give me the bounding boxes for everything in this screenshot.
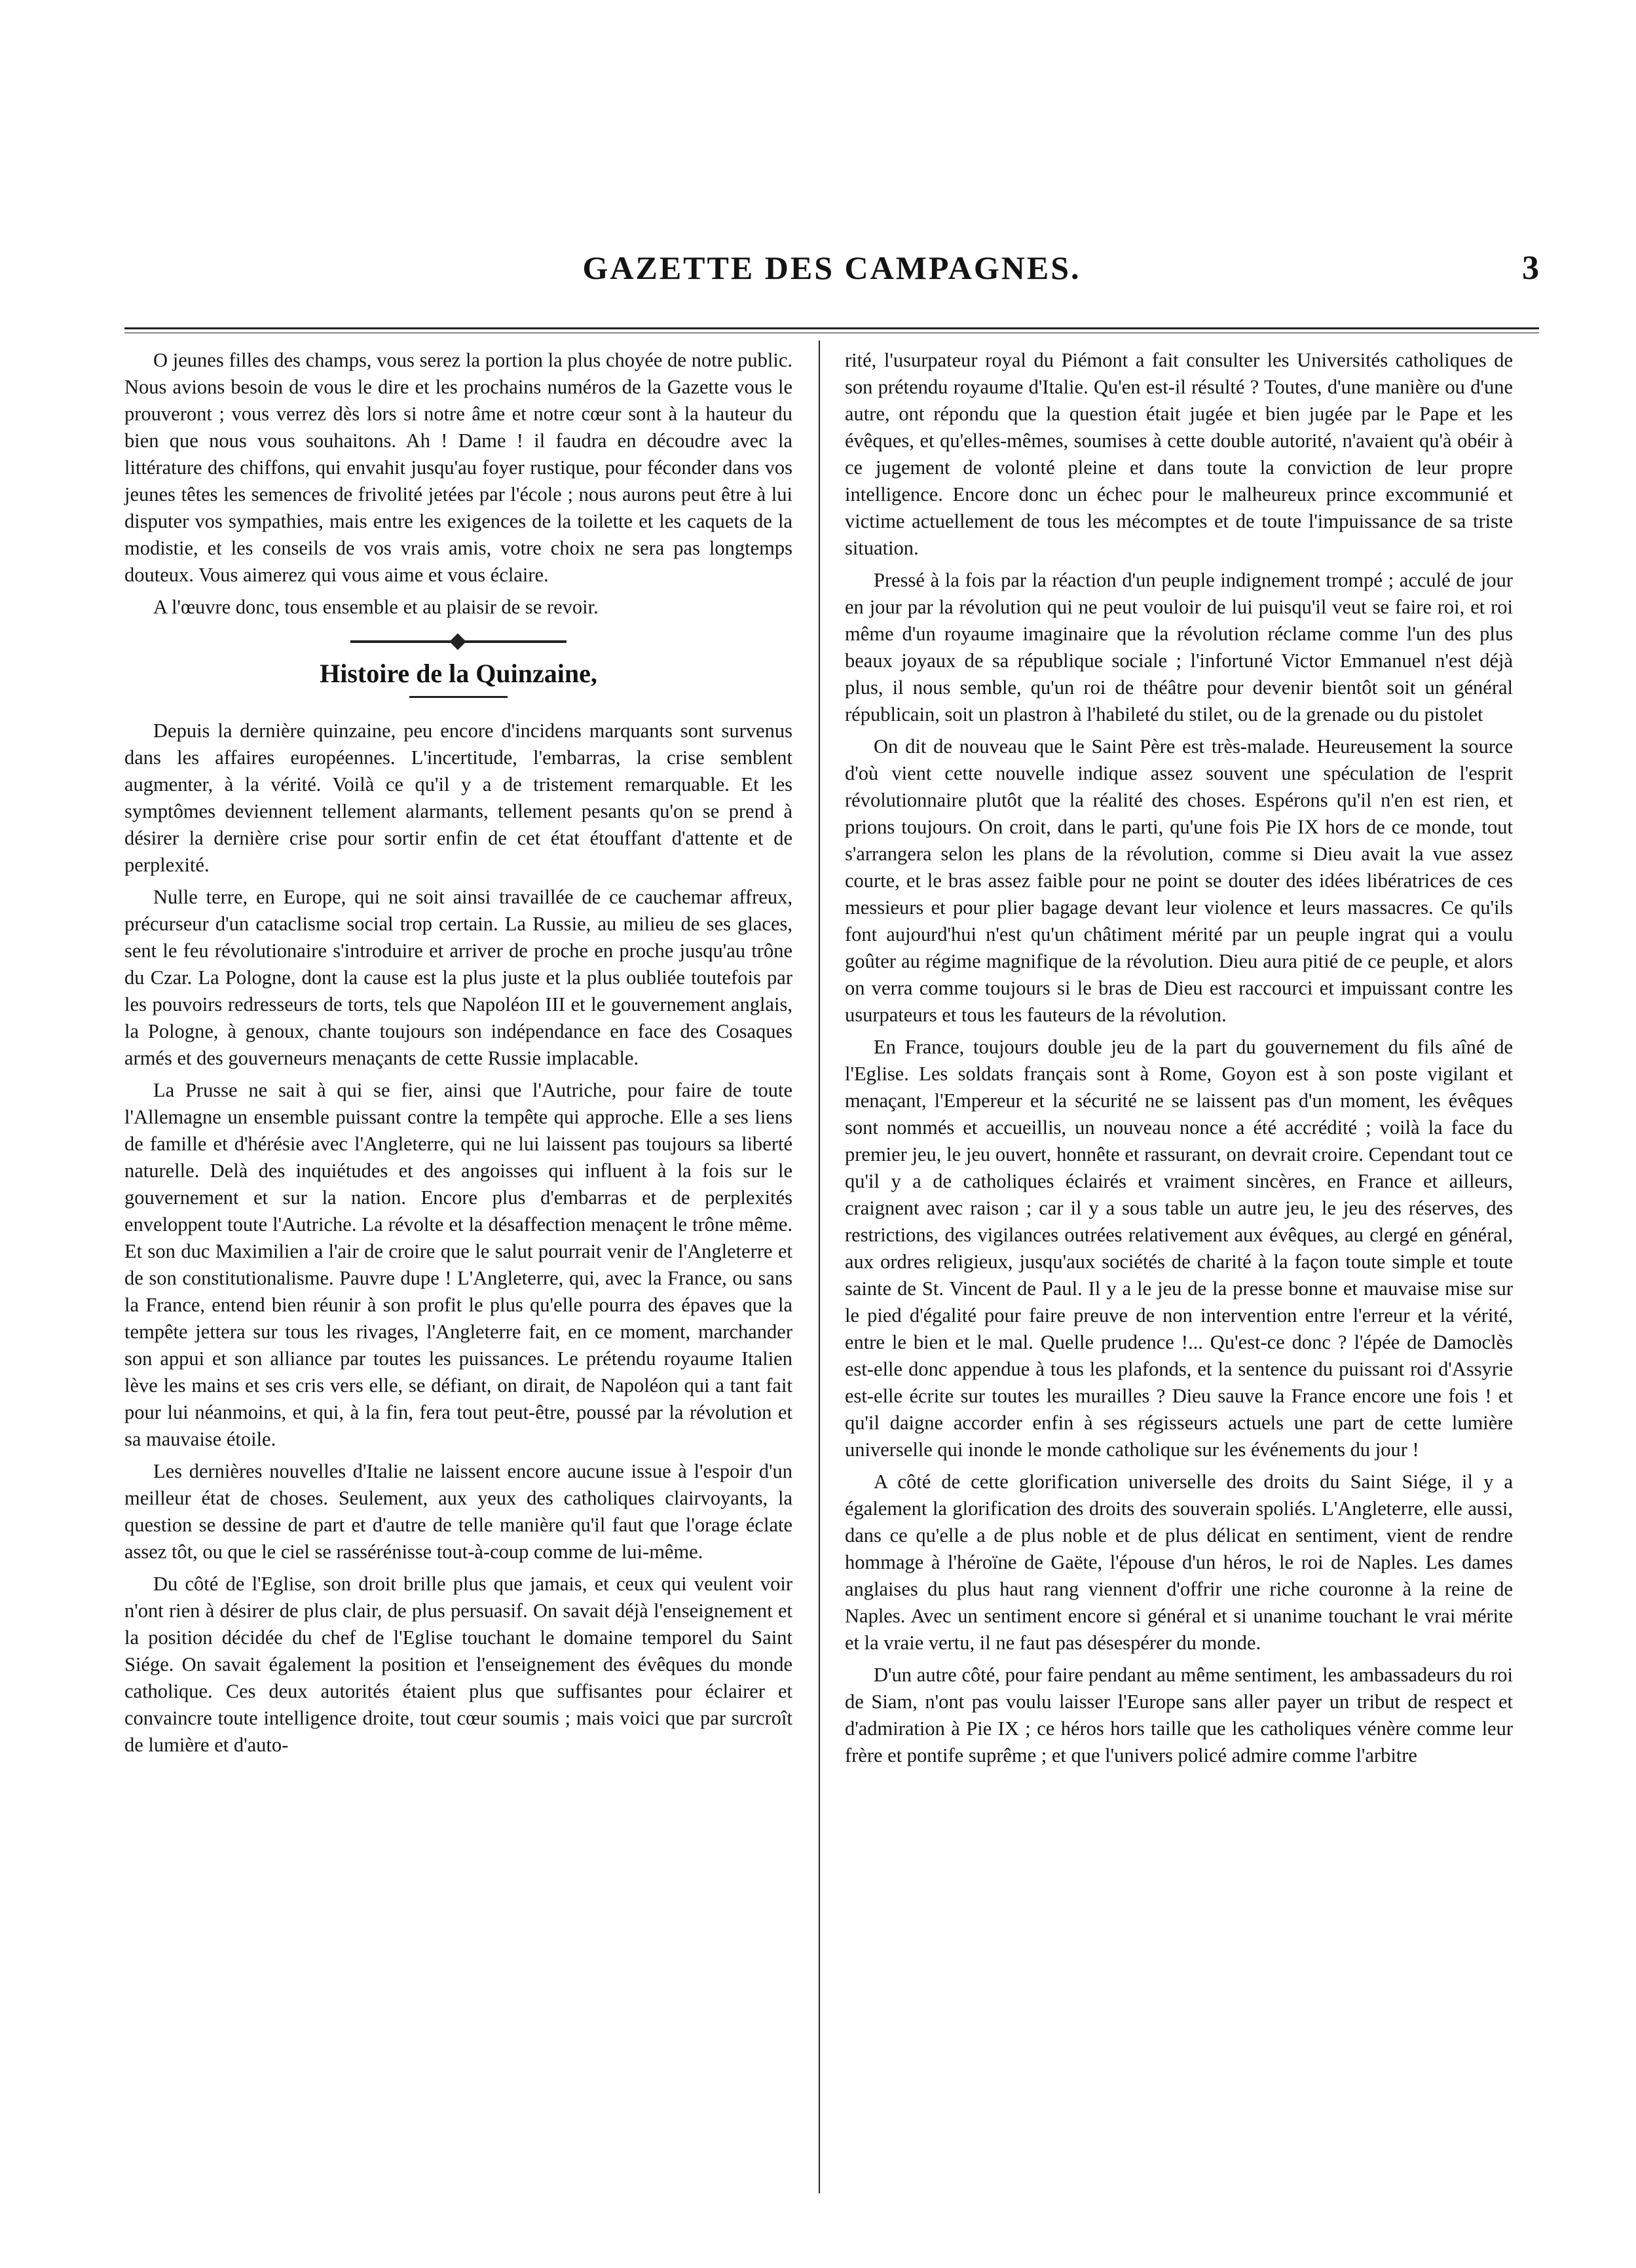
left-column — [124, 347, 792, 1764]
article-paragraph: Pressé à la fois par la réaction d'un peuple indignement trompé ; acculé de jour en jour par la révolution qui ne peut vouloir de lui puisqu'il veut se faire roi, et roi même d'un royaume imaginaire que la révolution réclame comme l'un des plus beaux joyaux de sa république sociale ; l'infortuné Victor Emmanuel n'est déjà plus, il nous semble, qu'un roi de théâtre pour devenir bientôt soit un général républicain, soit un plastron à l'habileté du stilet, ou de la grenade ou du pistolet — [845, 569, 1513, 725]
section-ornament — [350, 640, 567, 643]
article-paragraph: On dit de nouveau que le Saint Père est très-malade. Heureusement la source d'où vient cette nouvelle indique assez souvent une spéculation de l'esprit révolutionnaire plutôt que la réalité des choses. Espérons qu'il n'en est rien, et prions toujours. On croit, dans le parti, qu'une fois Pie IX hors de ce monde, tout s'arrangera selon les plans de la révolution, comme si Dieu avait la vue assez courte, et le bras assez faible pour ne point se douter des idées libératrices de ces messieurs et pour plier bagage devant leur violence et leurs massacres. Ce qu'ils font aujourd'hui n'est qu'un châtiment mérité par un peuple ingrat qui a voulu goûter au régime magnifique de la révolution. Dieu aura pitié de ce peuple, et alors on verra comme toujours si le bras de Dieu est raccourci et impuissant contre les usurpateurs et tous les fauteurs de la révolution. — [845, 735, 1513, 1026]
article-paragraph: D'un autre côté, pour faire pendant au même sentiment, les ambassadeurs du roi de Siam, n'ont pas voulu laisser l'Europe sans aller payer un tribut de respect et d'admiration à Pie IX ; ce héros hors taille que les catholiques vénère comme leur frère et pontife suprême ; et que l'univers policé admire comme l'arbitre — [845, 1664, 1513, 1766]
article-paragraph: Depuis la dernière quinzaine, peu encore d'incidens marquants sont survenus dans les affaires européennes. L'incertitude, l'embarras, la crise semblent augmenter, à la vérité. Voilà ce qu'il y a de tristement remarquable. Et les symptômes deviennent tellement alarmants, tellement pesants qu'on se prend à désirer la dernière crise pour sortir enfin de cet état étouffant d'attente et de perplexité. — [124, 720, 792, 876]
masthead-title: GAZETTE DES CAMPAGNES. — [582, 249, 1081, 286]
column-divider — [819, 340, 820, 2193]
article-paragraph: rité, l'usurpateur royal du Piémont a fait consulter les Universités catholiques de son prétendu royaume d'Italie. Qu'en est-il résulté ? Toutes, d'une manière ou d'une autre, ont répondu que la question était jugée et bien jugée par le Pape et les évêques, et qu'elles-mêmes, soumises à cette double autorité, n'avaient qu'à obéir à ce jugement de volonté pleine et dans toute la conviction de leur propre intelligence. Encore donc un échec pour le malheureux prince excommunié et victime actuellement de tous les mécomptes et de toute l'impuissance de sa triste situation. — [845, 349, 1513, 559]
intro-paragraph: A l'œuvre donc, tous ensemble et au plaisir de se revoir. — [153, 596, 599, 618]
page-number: 3 — [1522, 249, 1539, 287]
section-ornament-small — [409, 696, 508, 698]
article-paragraph: La Prusse ne sait à qui se fier, ainsi que l'Autriche, pour faire de toute l'Allemagne un ensemble puissant contre la tempête qui approche. Elle a ses liens de famille et d'hérésie avec l'Angleterre, qui ne lui laissent pas toujours sa liberté naturelle. Delà des inquiétudes et des angoisses qui influent à la fois sur le gouvernement et sur la nation. Encore plus d'embarras et de perplexités enveloppent toute l'Autriche. La révolte et la désaffection menaçent le trône même. Et son duc Maximilien a l'air de croire que le salut pourrait venir de l'Angleterre et de son constitutionalisme. Pauvre dupe ! L'Angleterre, qui, avec la France, ou sans la France, entend bien réunir à son profit le plus qu'elle pourra des épaves que la tempête jettera sur tous les rivages, l'Angleterre fait, en ce moment, marchander son appui et son alliance par toutes les puissances. Le prétendu royaume Italien lève les mains et ses cris vers elle, se défiant, on dirait, de Napoléon qui a tant fait pour lui néanmoins, et qui, à la fin, fera tout peut-être, poussé par la révolution et sa mauvaise étoile. — [124, 1079, 792, 1450]
article-paragraph: Du côté de l'Eglise, son droit brille plus que jamais, et ceux qui veulent voir n'ont rien à désirer de plus clair, de plus persuasif. On savait déjà l'enseignement et la position décidée du chef de l'Eglise touchant le domaine temporel du Saint Siége. On savait également la position et l'enseignement des évêques du monde catholique. Ces deux autorités étaient plus que suffisantes pour éclairer et convaincre toute intelligence droite, tout cœur soumis ; mais voici que par surcroît de lumière et d'auto- — [124, 1573, 792, 1756]
article-paragraph: Les dernières nouvelles d'Italie ne laissent encore aucune issue à l'espoir d'un meilleur état de choses. Seulement, aux yeux des catholiques clairvoyants, la question se dessine de part et d'autre de telle manière qu'il faut que l'orage éclate assez tôt, ou que le ciel se rassérénisse tout-à-coup comme de lui-même. — [124, 1460, 792, 1563]
right-column — [845, 347, 1513, 1774]
section-title: Histoire de la Quinzaine, — [320, 659, 597, 688]
header-rule — [124, 327, 1539, 329]
article-paragraph: Nulle terre, en Europe, qui ne soit ainsi travaillée de ce cauchemar affreux, précurseur d'un cataclisme social trop certain. La Russie, au milieu de ses glaces, sent le feu révolutionaire s'introduire et arriver de proche en proche jusqu'au trône du Czar. La Pologne, dont la cause est la plus juste et la plus oubliée toutefois par les pouvoirs redresseurs de torts, tels que Napoléon III et le gouvernement anglais, la Pologne, à genoux, chante toujours son indépendance en face des Cosaques armés et des gouverneurs menaçants de cette Russie implacable. — [124, 886, 792, 1069]
intro-paragraph: O jeunes filles des champs, vous serez la portion la plus choyée de notre public. Nous avions besoin de vous le dire et les prochains numéros de la Gazette vous le prouveront ; vous verrez dès lors si notre âme et notre cœur sont à la hauteur du bien que nous vous souhaitons. Ah ! Dame ! il faudra en découdre avec la littérature des chiffons, qui envahit jusqu'au foyer rustique, pour féconder dans vos jeunes têtes les semences de frivolité jetées par l'école ; nous aurons peut être à lui disputer vos sympathies, mais entre les exigences de la toilette et les caquets de la modistie, et les conseils de vos vrais amis, votre choix ne sera pas longtemps douteux. Vous aimerez qui vous aime et vous éclaire. — [124, 349, 792, 586]
page-header — [124, 249, 1539, 301]
article-paragraph: En France, toujours double jeu de la part du gouvernement du fils aîné de l'Eglise. Les soldats français sont à Rome, Goyon est à son poste vigilant et menaçant, l'Empereur et la sécurité ne se laissent pas d'un moment, les évêques sont nommés et accueillis, un nouveau nonce a été accrédité ; voilà la face du premier jeu, le jeu ouvert, honnête et rassurant, on devrait croire. Cependant tout ce qu'il y a de catholiques éclairés et vraiment sincères, en France et ailleurs, craignent avec raison ; car il y a sous table un autre jeu, le jeu des réserves, des restrictions, des vigilances outrées relativement aux évêques, au clergé en général, aux ordres religieux, jusqu'aux sociétés de charité à la façon toute simple et toute sainte de St. Vincent de Paul. Il y a le jeu de la presse bonne et mauvaise mise sur le pied d'égalité pour faire preuve de non intervention entre l'erreur et la vérité, entre le bien et le mal. Quelle prudence !... Qu'est-ce donc ? l'épée de Damoclès est-elle donc appendue à tous les plafonds, et la sentence du puissant roi d'Assyrie est-elle écrite sur toutes les murailles ? Dieu sauve la France encore une fois ! et qu'il daigne accorder enfin à ses régisseurs actuels une part de cette lumière universelle qui inonde le monde catholique sur les événements du jour ! — [845, 1036, 1513, 1461]
article-paragraph: A côté de cette glorification universelle des droits du Saint Siége, il y a également la glorification des droits des souverain spoliés. L'Angleterre, elle aussi, dans ce qu'elle a de plus noble et de plus délicat en sentiment, vient de rendre hommage à l'héroïne de Gaëte, l'épouse d'un héros, le roi de Naples. Les dames anglaises du plus haut rang viennent d'offrir une riche couronne à la reine de Naples. Avec un sentiment encore si général et si unanime touchant le vrai mérite et la vraie vertu, il ne faut pas désespérer du monde. — [845, 1471, 1513, 1654]
